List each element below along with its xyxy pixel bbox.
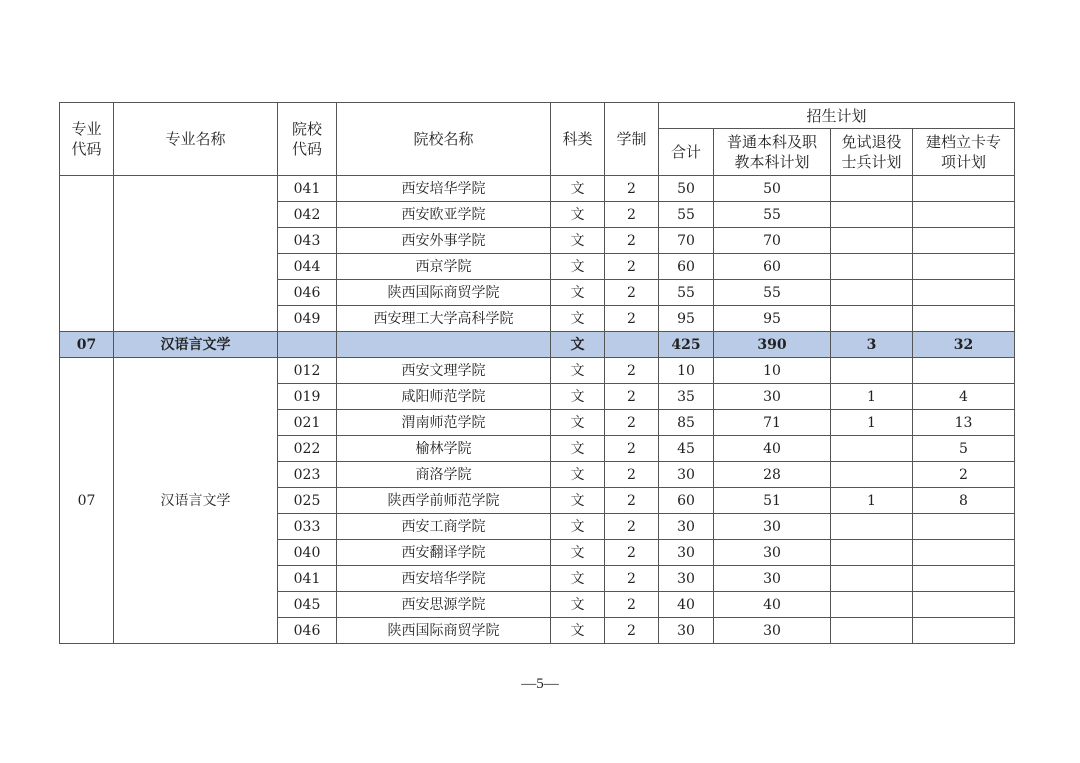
cell-total: 30 <box>659 540 714 566</box>
cell-duration: 2 <box>605 358 659 384</box>
summary-veteran: 3 <box>831 332 913 358</box>
cell-veteran <box>831 176 913 202</box>
cell-major-name <box>114 176 278 332</box>
header-school-code: 院校代码 <box>278 103 337 176</box>
cell-duration: 2 <box>605 436 659 462</box>
cell-duration: 2 <box>605 618 659 644</box>
cell-special: 8 <box>913 488 1015 514</box>
cell-school-code: 046 <box>278 280 337 306</box>
header-duration: 学制 <box>605 103 659 176</box>
cell-total: 60 <box>659 488 714 514</box>
enrollment-plan-table <box>59 102 1015 644</box>
cell-total: 30 <box>659 462 714 488</box>
cell-school-code: 041 <box>278 176 337 202</box>
cell-special <box>913 254 1015 280</box>
cell-duration: 2 <box>605 254 659 280</box>
cell-general: 50 <box>714 176 831 202</box>
cell-category: 文 <box>551 566 605 592</box>
cell-duration: 2 <box>605 176 659 202</box>
summary-total: 425 <box>659 332 714 358</box>
cell-general: 30 <box>714 540 831 566</box>
summary-general: 390 <box>714 332 831 358</box>
cell-school-code: 041 <box>278 566 337 592</box>
cell-veteran <box>831 228 913 254</box>
cell-special <box>913 228 1015 254</box>
cell-school-code: 023 <box>278 462 337 488</box>
cell-duration: 2 <box>605 228 659 254</box>
cell-school-name: 西安翻译学院 <box>337 540 551 566</box>
cell-total: 30 <box>659 618 714 644</box>
cell-category: 文 <box>551 514 605 540</box>
cell-school-code: 040 <box>278 540 337 566</box>
cell-category: 文 <box>551 358 605 384</box>
cell-veteran <box>831 514 913 540</box>
cell-school-code: 033 <box>278 514 337 540</box>
cell-general: 30 <box>714 566 831 592</box>
cell-school-code: 021 <box>278 410 337 436</box>
cell-special <box>913 306 1015 332</box>
cell-veteran <box>831 436 913 462</box>
cell-school-name: 渭南师范学院 <box>337 410 551 436</box>
cell-special <box>913 358 1015 384</box>
cell-total: 60 <box>659 254 714 280</box>
cell-special <box>913 618 1015 644</box>
cell-duration: 2 <box>605 566 659 592</box>
cell-school-code: 046 <box>278 618 337 644</box>
cell-major-code: 07 <box>60 358 114 644</box>
cell-duration: 2 <box>605 410 659 436</box>
cell-school-code: 012 <box>278 358 337 384</box>
cell-duration: 2 <box>605 514 659 540</box>
header-major-code: 专业代码 <box>60 103 114 176</box>
cell-general: 30 <box>714 618 831 644</box>
header-veteran: 免试退役士兵计划 <box>831 129 913 176</box>
cell-school-name: 商洛学院 <box>337 462 551 488</box>
cell-school-code: 022 <box>278 436 337 462</box>
cell-school-name: 西安工商学院 <box>337 514 551 540</box>
cell-general: 71 <box>714 410 831 436</box>
cell-school-code: 042 <box>278 202 337 228</box>
cell-duration: 2 <box>605 202 659 228</box>
cell-category: 文 <box>551 306 605 332</box>
cell-category: 文 <box>551 618 605 644</box>
cell-special <box>913 566 1015 592</box>
cell-special: 2 <box>913 462 1015 488</box>
cell-major-code <box>60 176 114 332</box>
cell-total: 85 <box>659 410 714 436</box>
summary-duration <box>605 332 659 358</box>
cell-veteran <box>831 280 913 306</box>
cell-special <box>913 514 1015 540</box>
summary-school-code <box>278 332 337 358</box>
cell-duration: 2 <box>605 462 659 488</box>
summary-school-name <box>337 332 551 358</box>
cell-general: 60 <box>714 254 831 280</box>
cell-total: 95 <box>659 306 714 332</box>
cell-school-name: 陕西学前师范学院 <box>337 488 551 514</box>
cell-total: 55 <box>659 280 714 306</box>
summary-major-code: 07 <box>60 332 114 358</box>
cell-special <box>913 202 1015 228</box>
table-body <box>60 176 1015 644</box>
cell-total: 35 <box>659 384 714 410</box>
table-row <box>60 176 1015 202</box>
cell-category: 文 <box>551 202 605 228</box>
cell-total: 40 <box>659 592 714 618</box>
cell-general: 51 <box>714 488 831 514</box>
cell-veteran <box>831 540 913 566</box>
cell-total: 10 <box>659 358 714 384</box>
cell-veteran <box>831 618 913 644</box>
table-header <box>60 103 1015 176</box>
cell-duration: 2 <box>605 280 659 306</box>
cell-general: 55 <box>714 202 831 228</box>
cell-veteran <box>831 254 913 280</box>
header-general: 普通本科及职教本科计划 <box>714 129 831 176</box>
cell-school-code: 043 <box>278 228 337 254</box>
cell-category: 文 <box>551 436 605 462</box>
cell-school-name: 西安培华学院 <box>337 176 551 202</box>
cell-total: 45 <box>659 436 714 462</box>
cell-special <box>913 592 1015 618</box>
cell-total: 55 <box>659 202 714 228</box>
cell-school-code: 019 <box>278 384 337 410</box>
header-category: 科类 <box>551 103 605 176</box>
cell-school-code: 025 <box>278 488 337 514</box>
cell-veteran <box>831 462 913 488</box>
cell-general: 30 <box>714 384 831 410</box>
table-row <box>60 358 1015 384</box>
cell-special <box>913 280 1015 306</box>
cell-school-name: 西安文理学院 <box>337 358 551 384</box>
cell-school-name: 西京学院 <box>337 254 551 280</box>
cell-category: 文 <box>551 176 605 202</box>
cell-special: 5 <box>913 436 1015 462</box>
cell-school-name: 榆林学院 <box>337 436 551 462</box>
cell-veteran <box>831 306 913 332</box>
cell-veteran: 1 <box>831 410 913 436</box>
page-number: —5— <box>521 676 559 692</box>
cell-total: 70 <box>659 228 714 254</box>
cell-category: 文 <box>551 488 605 514</box>
cell-total: 30 <box>659 566 714 592</box>
enrollment-plan-table-container <box>59 102 1014 644</box>
cell-category: 文 <box>551 384 605 410</box>
cell-total: 50 <box>659 176 714 202</box>
cell-category: 文 <box>551 410 605 436</box>
cell-school-name: 西安理工大学高科学院 <box>337 306 551 332</box>
cell-general: 95 <box>714 306 831 332</box>
cell-school-name: 陕西国际商贸学院 <box>337 280 551 306</box>
cell-veteran: 1 <box>831 488 913 514</box>
cell-category: 文 <box>551 254 605 280</box>
cell-special <box>913 540 1015 566</box>
cell-major-name: 汉语言文学 <box>114 358 278 644</box>
header-plan: 招生计划 <box>659 103 1015 129</box>
cell-veteran <box>831 592 913 618</box>
cell-category: 文 <box>551 540 605 566</box>
cell-general: 10 <box>714 358 831 384</box>
cell-duration: 2 <box>605 488 659 514</box>
cell-total: 30 <box>659 514 714 540</box>
cell-special: 4 <box>913 384 1015 410</box>
cell-special <box>913 176 1015 202</box>
cell-school-code: 049 <box>278 306 337 332</box>
cell-category: 文 <box>551 592 605 618</box>
cell-duration: 2 <box>605 540 659 566</box>
cell-school-name: 西安思源学院 <box>337 592 551 618</box>
cell-category: 文 <box>551 228 605 254</box>
cell-veteran <box>831 202 913 228</box>
cell-school-name: 西安欧亚学院 <box>337 202 551 228</box>
cell-general: 28 <box>714 462 831 488</box>
cell-school-code: 045 <box>278 592 337 618</box>
header-total: 合计 <box>659 129 714 176</box>
cell-special: 13 <box>913 410 1015 436</box>
header-school-name: 院校名称 <box>337 103 551 176</box>
cell-school-name: 咸阳师范学院 <box>337 384 551 410</box>
cell-duration: 2 <box>605 592 659 618</box>
cell-general: 40 <box>714 436 831 462</box>
summary-special: 32 <box>913 332 1015 358</box>
cell-school-code: 044 <box>278 254 337 280</box>
summary-row <box>60 332 1015 358</box>
cell-category: 文 <box>551 280 605 306</box>
cell-school-name: 西安外事学院 <box>337 228 551 254</box>
cell-school-name: 西安培华学院 <box>337 566 551 592</box>
cell-general: 55 <box>714 280 831 306</box>
cell-general: 40 <box>714 592 831 618</box>
cell-duration: 2 <box>605 384 659 410</box>
header-major-name: 专业名称 <box>114 103 278 176</box>
header-special: 建档立卡专项计划 <box>913 129 1015 176</box>
cell-veteran: 1 <box>831 384 913 410</box>
summary-category: 文 <box>551 332 605 358</box>
cell-general: 30 <box>714 514 831 540</box>
cell-category: 文 <box>551 462 605 488</box>
cell-general: 70 <box>714 228 831 254</box>
summary-major-name: 汉语言文学 <box>114 332 278 358</box>
cell-veteran <box>831 358 913 384</box>
cell-school-name: 陕西国际商贸学院 <box>337 618 551 644</box>
cell-veteran <box>831 566 913 592</box>
cell-duration: 2 <box>605 306 659 332</box>
